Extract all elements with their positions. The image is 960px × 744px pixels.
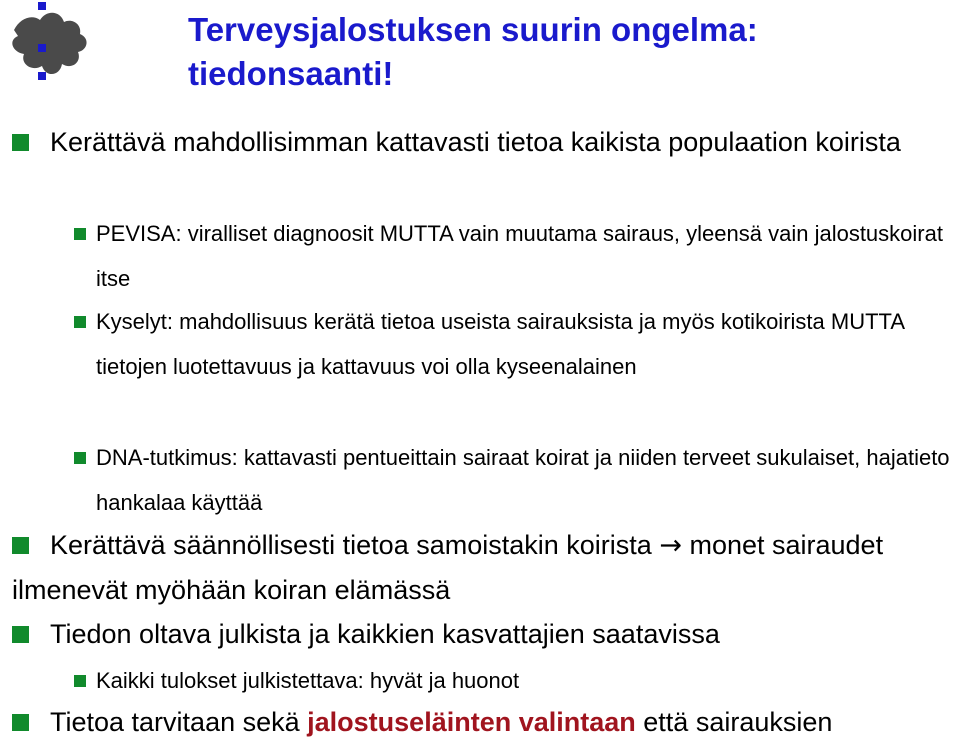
square-bullet-icon xyxy=(74,316,86,328)
bullet-public-data: Tiedon oltava julkista ja kaikkien kasvattajien saatavissa xyxy=(12,612,952,656)
sub-bullet-surveys: Kyselyt: mahdollisuus kerätä tietoa useista sairauksista ja myös kotikoirista MUTTA tietojen luotettavuus ja kattavuus voi olla kyseenalainen xyxy=(74,299,954,389)
b2-start: Kerättävä säännöllisesti tietoa samoistakin koirista xyxy=(50,530,652,560)
square-bullet-icon xyxy=(74,452,86,464)
square-bullet-icon xyxy=(74,675,86,687)
sub-bullet-dna: DNA-tutkimus: kattavasti pentueittain sairaat koirat ja niiden terveet sukulaiset, hajatieto hankalaa käyttää xyxy=(74,435,954,525)
b4-start: Tietoa tarvitaan sekä xyxy=(50,707,300,737)
bullet-data-needed xyxy=(12,700,952,744)
arrow-right-icon: → xyxy=(659,530,682,561)
bullet-collect-data: Kerättävä mahdollisimman kattavasti tietoa kaikista populaation koirista xyxy=(12,120,952,164)
square-bullet-icon xyxy=(12,134,29,151)
title-line-2: tiedonsaanti! xyxy=(188,55,394,92)
b4-end: että sairauksien xyxy=(643,707,833,737)
slide-title xyxy=(188,8,948,96)
square-bullet-icon xyxy=(12,714,29,731)
bullet-regular-collection xyxy=(12,523,952,612)
sub-bullet-all-results: Kaikki tulokset julkistettava: hyvät ja huonot xyxy=(74,658,954,703)
sub-bullet-pevisa: PEVISA: viralliset diagnoosit MUTTA vain muutama sairaus, yleensä vain jalostuskoirat itse xyxy=(74,211,954,301)
title-line-1: Terveysjalostuksen suurin ongelma: xyxy=(188,11,758,48)
square-bullet-icon xyxy=(12,537,29,554)
b4-highlight: jalostuseläinten valintaan xyxy=(307,707,636,737)
university-logo-icon xyxy=(0,0,100,100)
square-bullet-icon xyxy=(74,228,86,240)
square-bullet-icon xyxy=(12,626,29,643)
b2-end: monet sairaudet ilmenevät myöhään koiran elämässä xyxy=(12,530,884,605)
